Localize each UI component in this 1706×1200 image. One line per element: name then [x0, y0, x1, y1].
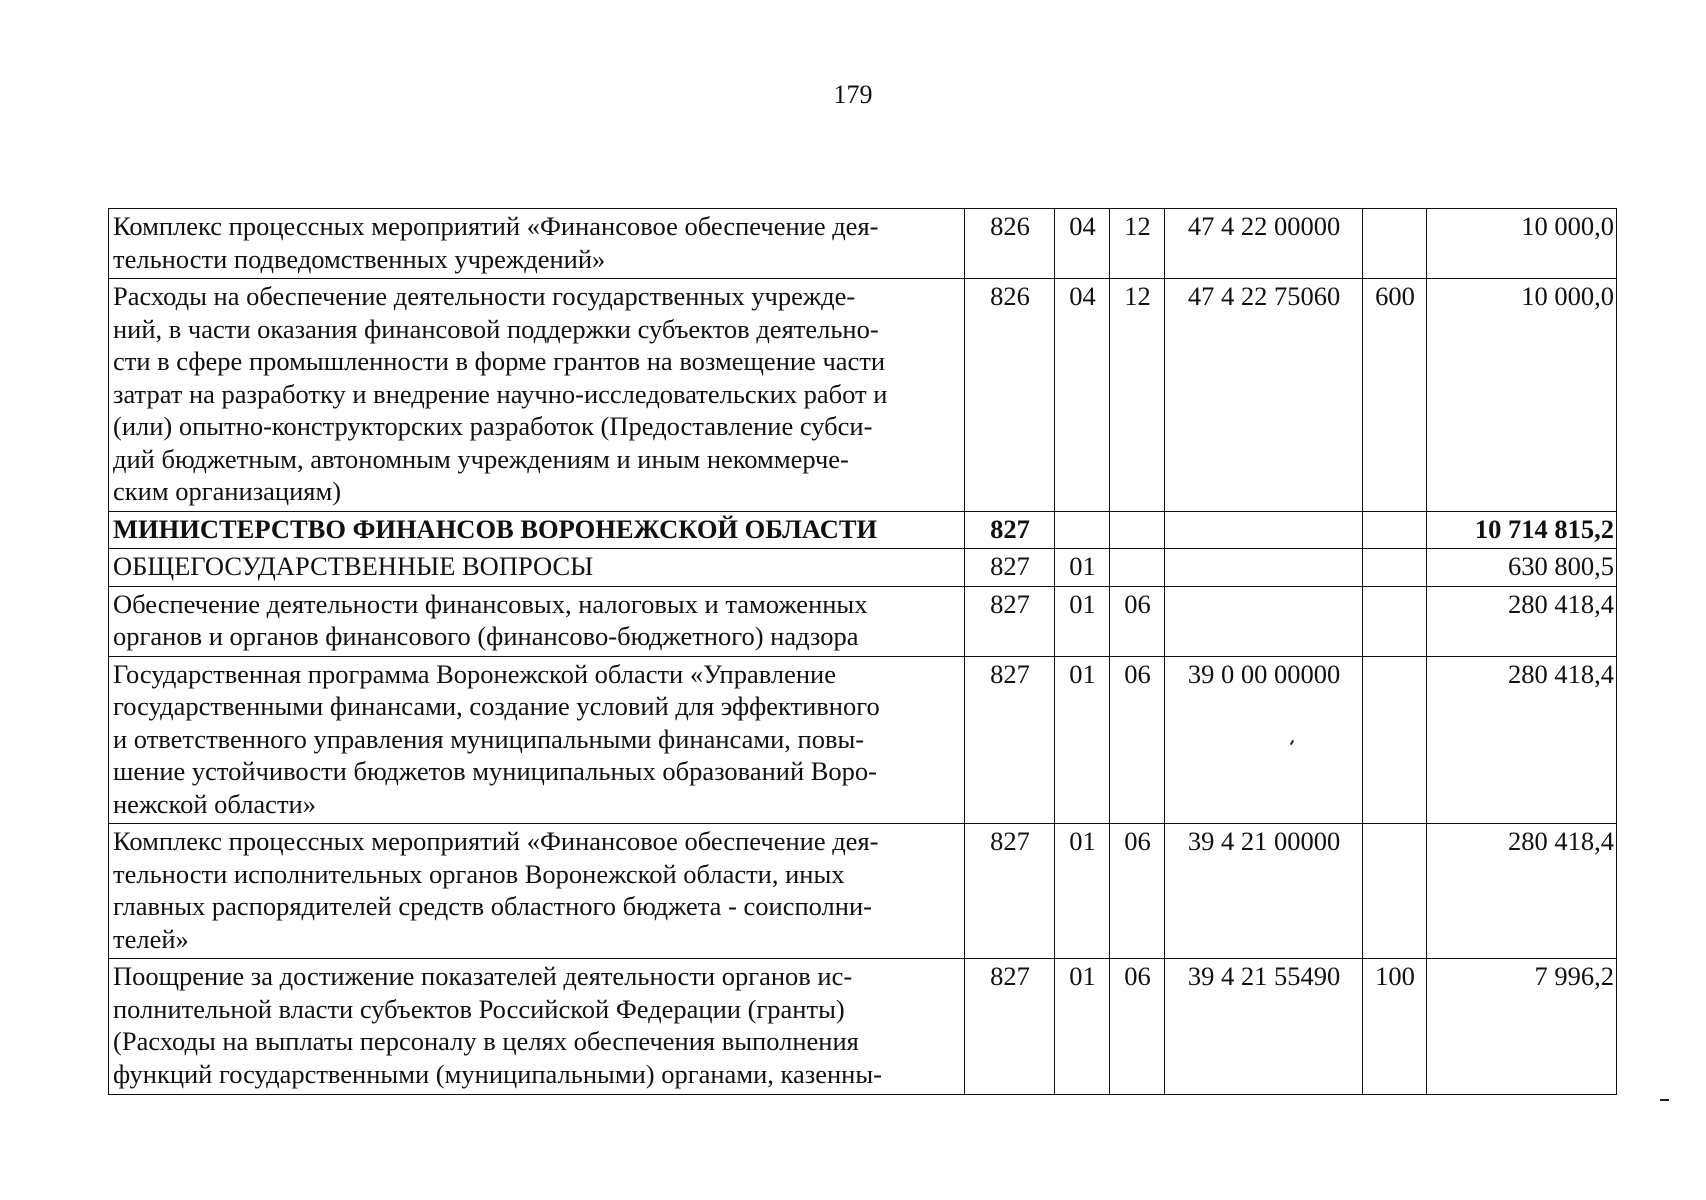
cell-expense-name: [109, 656, 965, 824]
cell-target-article-code: 39 4 21 55490: [1165, 959, 1363, 1095]
cell-expense-type-code: [1363, 656, 1427, 824]
cell-subsection-code: 06: [1110, 586, 1165, 656]
cell-expense-type-code: 100: [1363, 959, 1427, 1095]
cell-expense-type-code: [1363, 586, 1427, 656]
cell-expense-name: [109, 549, 965, 587]
expense-name-line: функций государственными (муниципальными) органами, казенны-: [113, 1058, 882, 1089]
table-row: [109, 511, 1617, 549]
cell-subsection-code: 06: [1110, 656, 1165, 824]
cell-subsection-code: [1110, 511, 1165, 549]
cell-amount: 10 714 815,2: [1427, 511, 1617, 549]
expense-name-line: нежской области»: [113, 788, 316, 819]
cell-expense-type-code: [1363, 209, 1427, 279]
cell-grbs-code: 827: [965, 511, 1055, 549]
expense-name-line: ОБЩЕГОСУДАРСТВЕННЫЕ ВОПРОСЫ: [113, 551, 594, 581]
expense-name-line: (или) опытно-конструкторских разработок (Предоставление субси-: [113, 411, 873, 441]
cell-grbs-code: 827: [965, 824, 1055, 959]
cell-subsection-code: 06: [1110, 824, 1165, 959]
cell-section-code: 01: [1055, 656, 1110, 824]
cell-target-article-code: [1165, 511, 1363, 549]
cell-target-article-code: [1165, 586, 1363, 656]
expense-name-line: Поощрение за достижение показателей деятельности органов ис-: [113, 961, 853, 991]
table-row: [109, 656, 1617, 824]
cell-grbs-code: 826: [965, 279, 1055, 512]
expense-name-line: и ответственного управления муниципальными финансами, повы-: [113, 723, 865, 754]
cell-section-code: 01: [1055, 959, 1110, 1095]
expense-name-line: Государственная программа Воронежской области «Управление: [113, 658, 837, 689]
cell-subsection-code: 06: [1110, 959, 1165, 1095]
expense-name-line: Расходы на обеспечение деятельности государственных учрежде-: [113, 281, 856, 311]
cell-amount: 7 996,2: [1427, 959, 1617, 1095]
expense-name-line: государственными финансами, создание условий для эффективного: [113, 691, 880, 721]
page-number: 179: [833, 80, 873, 109]
table-body: [109, 209, 1617, 1095]
cell-section-code: 01: [1055, 549, 1110, 587]
table-row: [109, 586, 1617, 656]
expense-name-line: Обеспечение деятельности финансовых, налоговых и таможенных: [113, 588, 868, 619]
table-row: [109, 549, 1617, 587]
expense-name-line: полнительной власти субъектов Российской Федерации (гранты): [113, 993, 845, 1024]
expense-name-line: дий бюджетным, автономным учреждениям и иным некоммерче-: [113, 443, 849, 474]
table-row: [109, 209, 1617, 279]
cell-target-article-code: 47 4 22 75060: [1165, 279, 1363, 512]
cell-target-article-code: [1165, 549, 1363, 587]
expense-name-line: тельности подведомственных учреждений»: [113, 243, 606, 274]
expense-name-line: главных распорядителей средств областного бюджета - соисполни-: [113, 891, 872, 921]
cell-amount: 280 418,4: [1427, 656, 1617, 824]
cell-expense-name: [109, 279, 965, 512]
cell-amount: 630 800,5: [1427, 549, 1617, 587]
expense-name-line: затрат на разработку и внедрение научно-исследовательских работ и: [113, 378, 888, 409]
cell-subsection-code: 12: [1110, 279, 1165, 512]
cell-target-article-code: 47 4 22 00000: [1165, 209, 1363, 279]
cell-grbs-code: 827: [965, 549, 1055, 587]
cell-subsection-code: 12: [1110, 209, 1165, 279]
cell-expense-type-code: [1363, 511, 1427, 549]
cell-grbs-code: 826: [965, 209, 1055, 279]
cell-expense-type-code: [1363, 549, 1427, 587]
cell-section-code: [1055, 511, 1110, 549]
budget-table: [108, 208, 1617, 1095]
cell-grbs-code: 827: [965, 656, 1055, 824]
cell-amount: 10 000,0: [1427, 209, 1617, 279]
cell-target-article-code: 39 4 21 00000: [1165, 824, 1363, 959]
expense-name-line: Комплекс процессных мероприятий «Финансовое обеспечение дея-: [113, 211, 879, 241]
expense-name-line: сти в сфере промышленности в форме грантов на возмещение части: [113, 346, 886, 376]
table-row: [109, 824, 1617, 959]
margin-scan-mark: [1660, 1099, 1669, 1101]
cell-subsection-code: [1110, 549, 1165, 587]
expense-name-line: Комплекс процессных мероприятий «Финансовое обеспечение дея-: [113, 826, 879, 856]
cell-section-code: 01: [1055, 824, 1110, 959]
expense-name-line: (Расходы на выплаты персоналу в целях обеспечения выполнения: [113, 1026, 859, 1056]
cell-section-code: 04: [1055, 279, 1110, 512]
cell-expense-name: [109, 511, 965, 549]
cell-expense-name: [109, 586, 965, 656]
cell-grbs-code: 827: [965, 586, 1055, 656]
cell-section-code: 01: [1055, 586, 1110, 656]
cell-grbs-code: 827: [965, 959, 1055, 1095]
expense-name-line: ским организациям): [113, 476, 342, 506]
cell-amount: 280 418,4: [1427, 824, 1617, 959]
cell-target-article-code: 39 0 00 00000: [1165, 656, 1363, 824]
expense-name-line: тельности исполнительных органов Воронежской области, иных: [113, 858, 845, 889]
table-row: [109, 959, 1617, 1095]
expense-name-line: органов и органов финансового (финансово-бюджетного) надзора: [113, 621, 859, 651]
cell-expense-name: [109, 959, 965, 1095]
cell-expense-name: [109, 209, 965, 279]
cell-amount: 10 000,0: [1427, 279, 1617, 512]
cell-section-code: 04: [1055, 209, 1110, 279]
expense-name-line: шение устойчивости бюджетов муниципальных образований Воро-: [113, 756, 877, 786]
cell-expense-name: [109, 824, 965, 959]
cell-expense-type-code: [1363, 824, 1427, 959]
table-row: [109, 279, 1617, 512]
expense-name-line: ний, в части оказания финансовой поддержки субъектов деятельно-: [113, 313, 879, 344]
expense-name-line: телей»: [113, 923, 189, 954]
expense-name-line: МИНИСТЕРСТВО ФИНАНСОВ ВОРОНЕЖСКОЙ ОБЛАСТИ: [113, 513, 878, 544]
cell-amount: 280 418,4: [1427, 586, 1617, 656]
cell-expense-type-code: 600: [1363, 279, 1427, 512]
